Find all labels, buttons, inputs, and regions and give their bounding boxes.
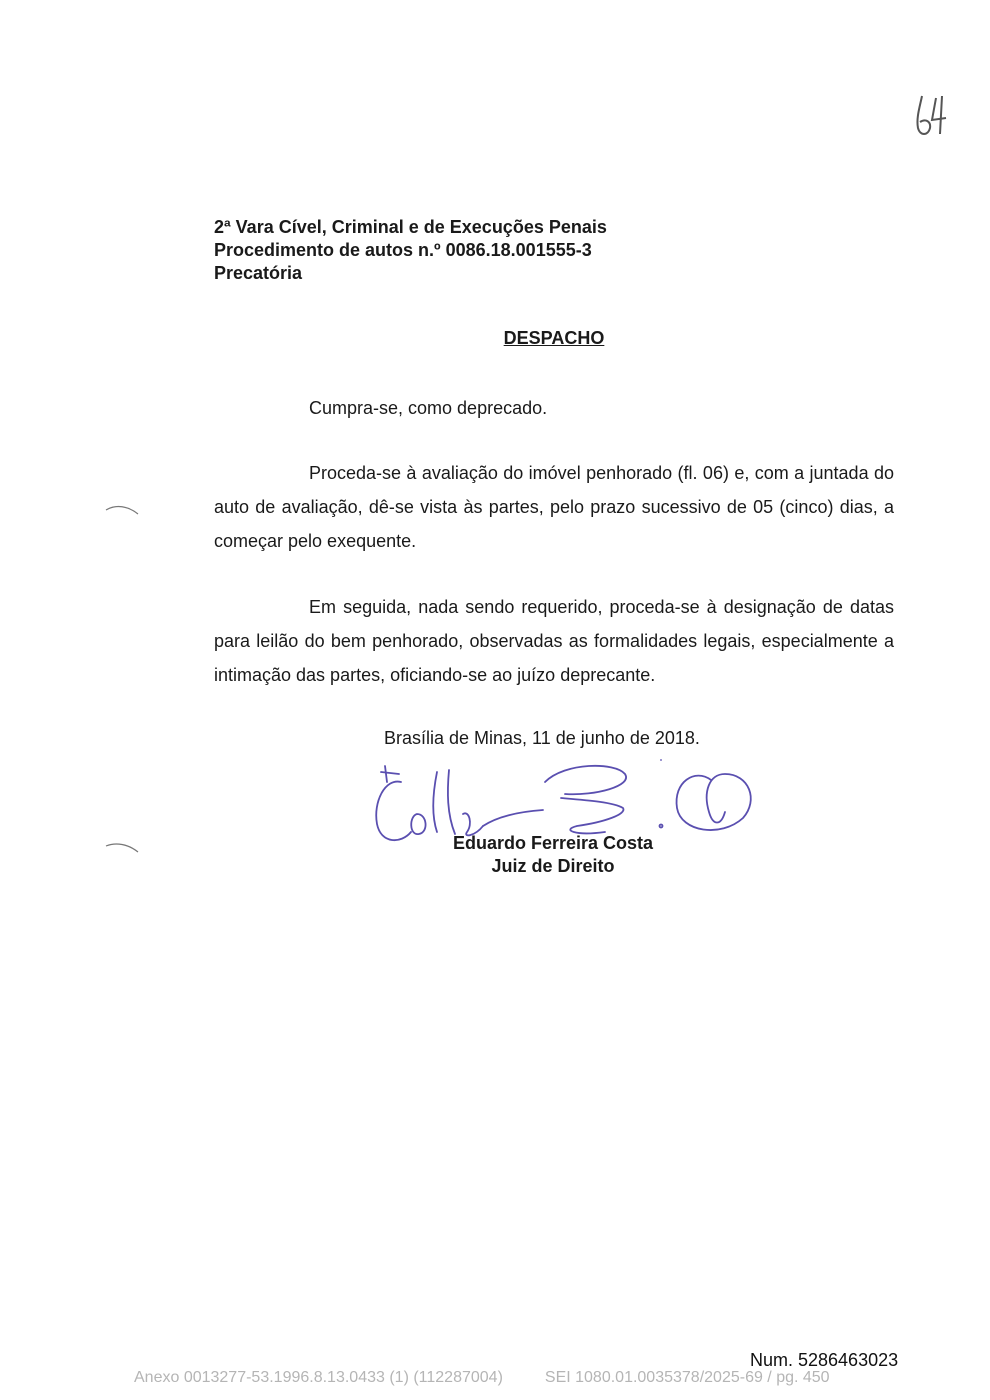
margin-punch-mark [102, 502, 142, 518]
document-number: Num. 5286463023 [750, 1350, 899, 1370]
footer-sei-reference: SEI 1080.01.0035378/2025-69 / pg. 450 [544, 1369, 830, 1386]
procedure-number: Procedimento de autos n.º 0086.18.001555-3 [214, 240, 592, 260]
court-name: 2ª Vara Cível, Criminal e de Execuções Penais [214, 217, 607, 237]
date-line: Brasília de Minas, 11 de junho de 2018. [384, 728, 700, 748]
paragraph-1: Cumpra-se, como deprecado. [309, 398, 548, 418]
procedure-type: Precatória [214, 263, 303, 283]
signer-name: Eduardo Ferreira Costa [452, 833, 654, 853]
page-number-handwritten-mark [900, 88, 960, 148]
paragraph-2: Proceda-se à avaliação do imóvel penhorado (fl. 06) e, com a juntada do auto de avaliação, dê-se vista às partes, pelo prazo sucessivo de 05 (cinco) dias, a começar pelo exequente. [214, 463, 894, 551]
signer-block [440, 832, 666, 878]
document-header [214, 216, 607, 285]
document-title: DESPACHO [503, 328, 605, 348]
footer-annex: Anexo 0013277-53.1996.8.13.0433 (1) (112287004) [134, 1369, 503, 1386]
paragraph-3: Em seguida, nada sendo requerido, proceda-se à designação de datas para leilão do bem penhorado, observadas as formalidades legais, especialmente a intimação das partes, oficiando-se ao juízo deprecante. [214, 597, 894, 685]
footer-stamp [134, 1369, 830, 1387]
margin-punch-mark [102, 840, 142, 856]
signer-role: Juiz de Direito [491, 856, 615, 876]
